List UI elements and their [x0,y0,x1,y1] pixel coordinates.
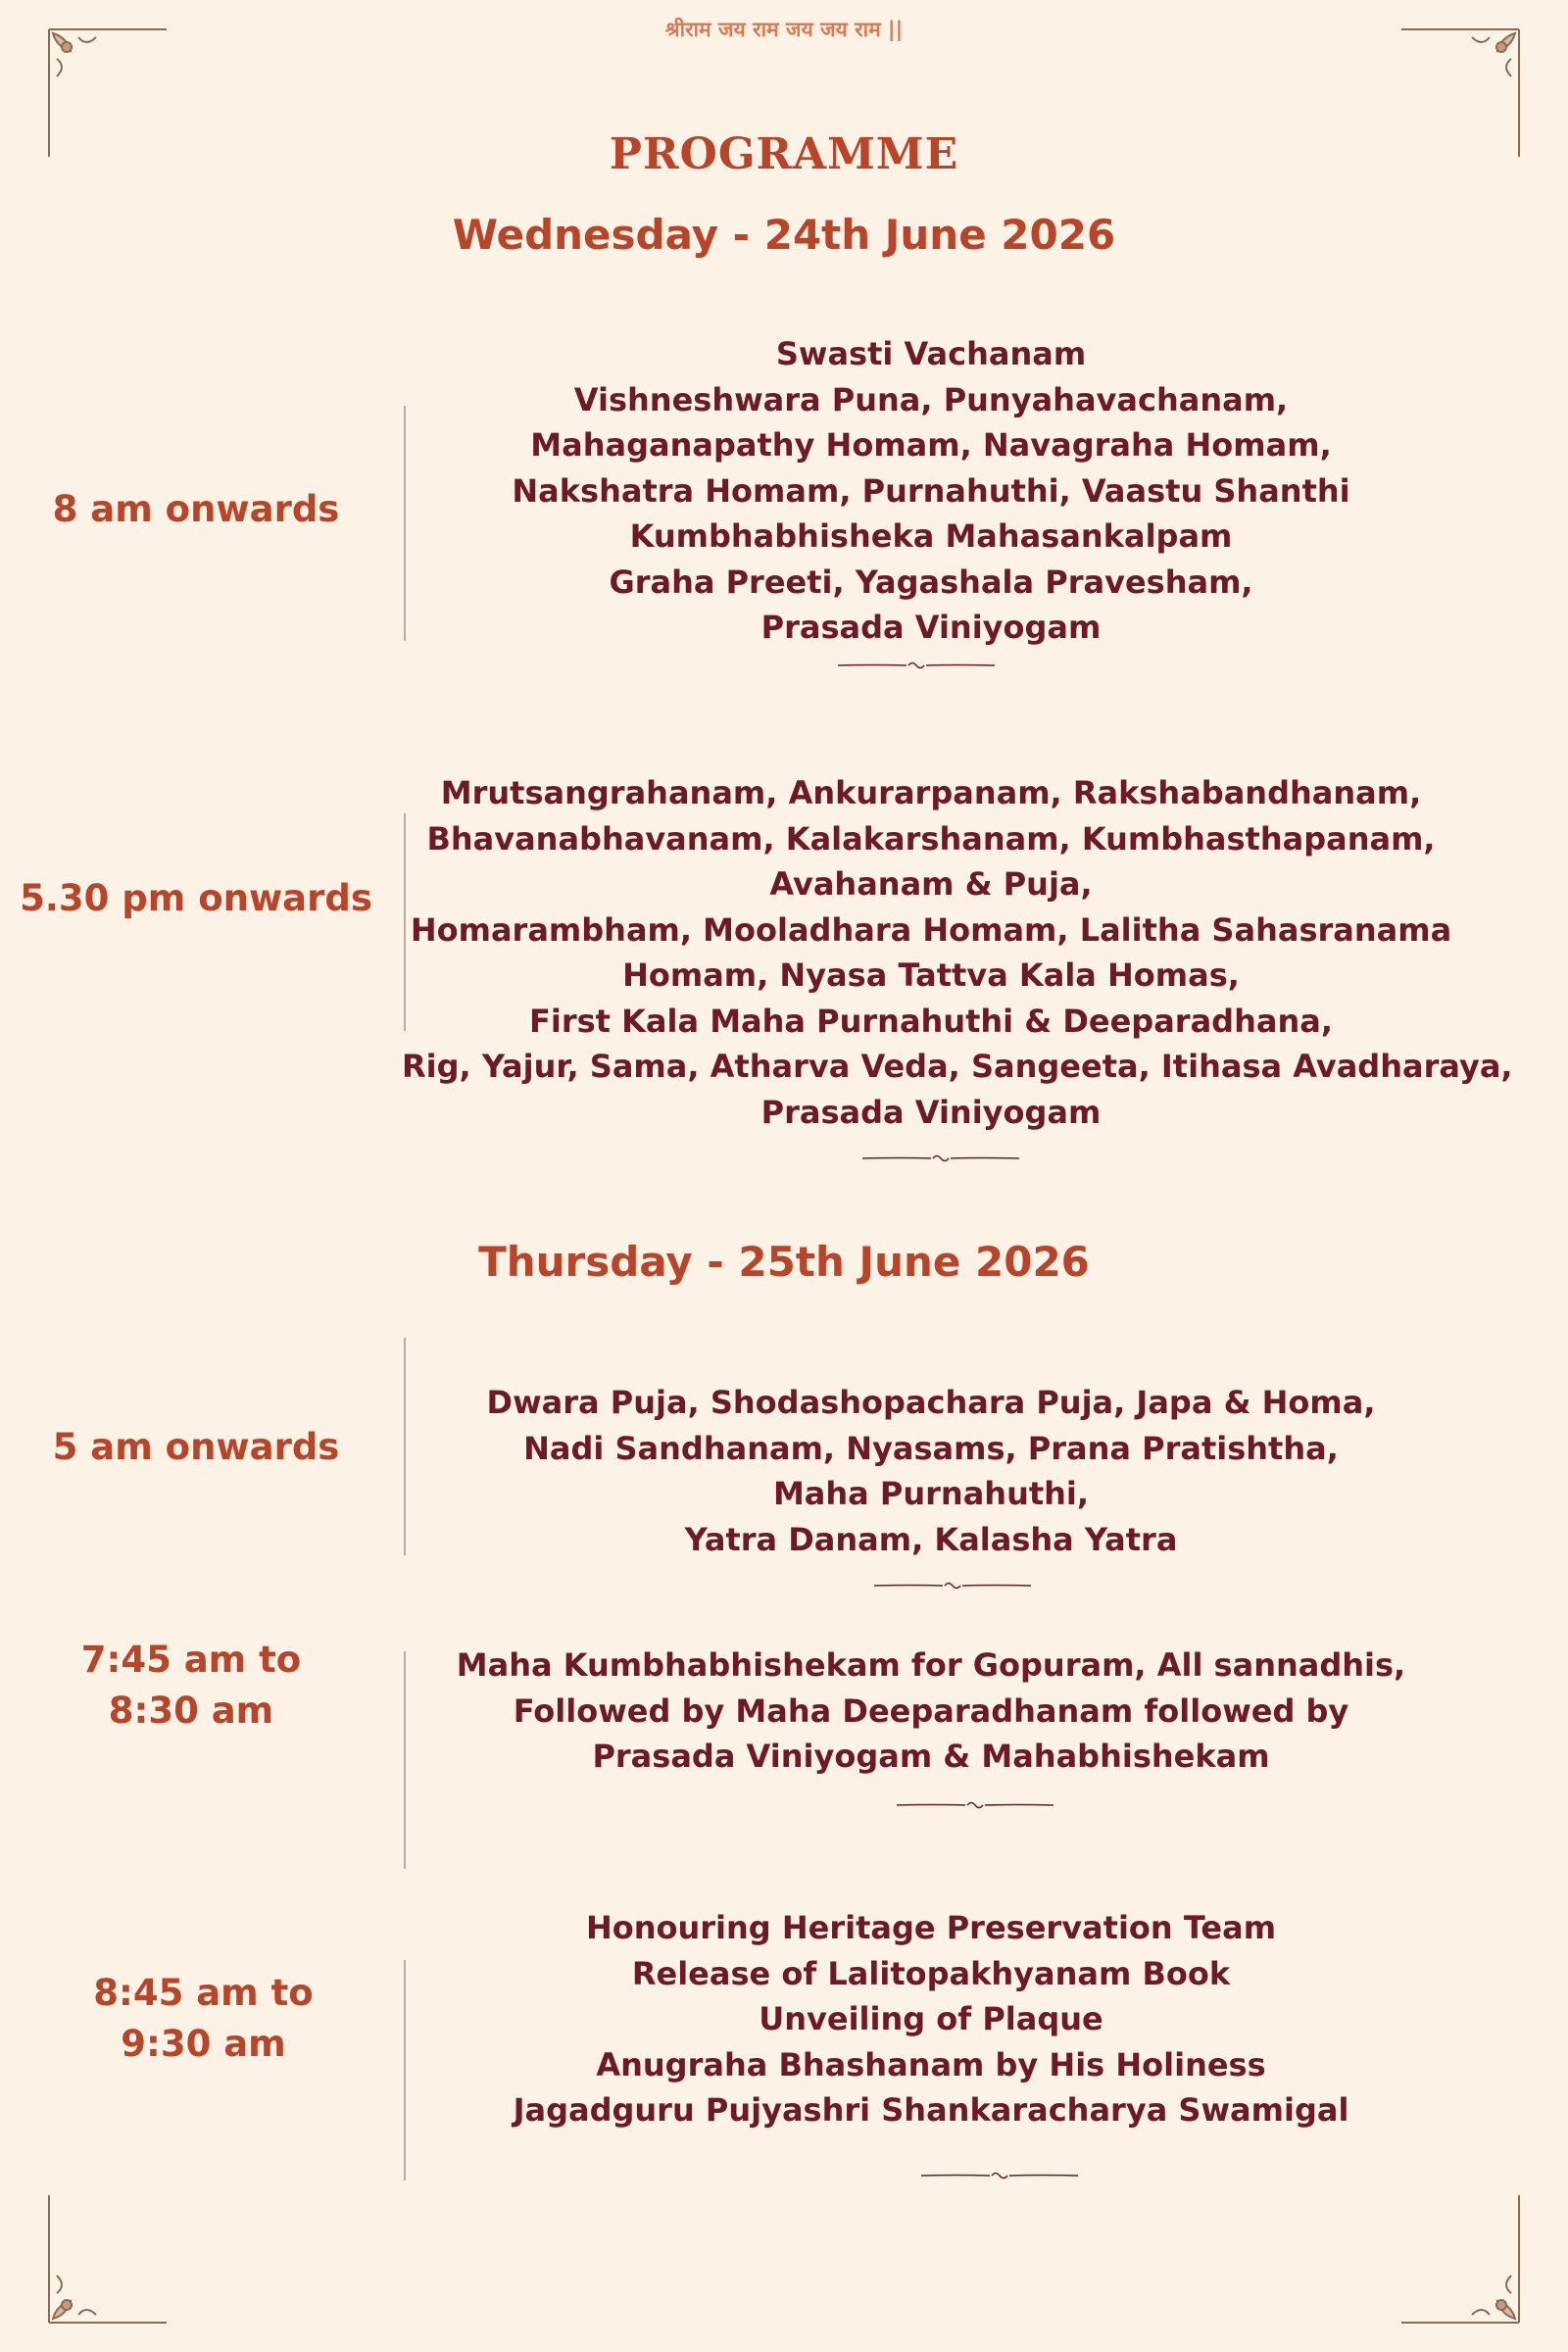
flourish-divider-icon [897,1799,1054,1811]
session-items [402,770,1513,1135]
session-time-line: 7:45 am to [80,1639,302,1681]
header-mantra: श्रीराम जय राम जय जय राम || [664,18,904,41]
session-item: Prasada Viniyogam & Mahabhishekam [592,1738,1270,1775]
session-time [0,1635,382,1737]
session-item: Bhavanabhavanam, Kalakarshanam, Kumbhasthapanam, [426,819,1436,858]
session-item: Rig, Yajur, Sama, Atharva Veda, Sangeeta, Itihasa Avadharaya, [402,1048,1513,1085]
session-divider [404,1338,406,1555]
session-item: Mahaganapathy Homam, Navagraha Homam, [530,426,1332,464]
flourish-divider-icon [921,2170,1078,2181]
session-items [412,1905,1450,2133]
session-item: Swasti Vachanam [775,335,1087,372]
session-item: Graha Preeti, Yagashala Pravesham, [609,563,1253,601]
session-time: 5.30 pm onwards [20,877,372,919]
page-title: PROGRAMME [609,129,959,179]
session-item: Yatra Danam, Kalasha Yatra [684,1520,1178,1558]
session-items [412,331,1450,651]
session-item: Maha Kumbhabhishekam for Gopuram, All sannadhis, [456,1646,1406,1684]
session-item: Anugraha Bhashanam by His Holiness [596,2045,1266,2083]
session-divider [404,1960,406,2180]
session-item: First Kala Maha Purnahuthi & Deeparadhana, [529,1002,1333,1040]
session-time-line: 8:30 am [108,1690,274,1732]
session-item: Unveiling of Plaque [759,2000,1103,2037]
day-title-wednesday: Wednesday - 24th June 2026 [452,211,1116,259]
corner-ornament-icon [1392,2195,1529,2332]
day-title-thursday: Thursday - 25th June 2026 [478,1238,1090,1286]
session-item: Prasada Viniyogam [760,609,1102,646]
session-time: 5 am onwards [52,1426,340,1468]
session-item: Nadi Sandhanam, Nyasams, Prana Pratishtha, [523,1429,1339,1467]
session-item: Mrutsangrahanam, Ankurarpanam, Rakshabandhanam, [440,774,1422,811]
session-item: Honouring Heritage Preservation Team [585,1909,1277,1946]
flourish-divider-icon [838,660,995,671]
session-item: Avahanam & Puja, [769,865,1093,903]
session-item: Kumbhabhisheka Mahasankalpam [629,517,1233,555]
session-items [412,1380,1450,1562]
session-item: Vishneshwara Puna, Punyahavachanam, [573,380,1289,418]
session-item: Release of Lalitopakhyanam Book [631,1954,1231,1992]
session-item: Maha Purnahuthi, [772,1475,1090,1512]
session-time-line: 9:30 am [121,2023,286,2065]
flourish-divider-icon [874,1580,1031,1592]
session-item: Homarambham, Mooladhara Homam, Lalitha Sahasranama [410,910,1452,949]
session-item: Prasada Viniyogam [760,1093,1102,1131]
session-time [0,1968,407,2070]
flourish-divider-icon [862,1152,1019,1164]
session-item: Homam, Nyasa Tattva Kala Homas, [622,956,1240,994]
session-item: Followed by Maha Deeparadhanam followed by [513,1691,1349,1730]
session-item: Dwara Puja, Shodashopachara Puja, Japa & Homa, [486,1384,1376,1421]
session-item: Nakshatra Homam, Purnahuthi, Vaastu Shanthi [512,471,1350,510]
session-time: 8 am onwards [52,488,340,530]
corner-ornament-icon [39,2195,176,2332]
session-item: Jagadguru Pujyashri Shankaracharya Swamigal [513,2091,1349,2129]
session-divider [404,406,406,641]
session-items [412,1642,1450,1780]
session-divider [404,1651,406,1869]
session-time-line: 8:45 am to [93,1972,314,2014]
